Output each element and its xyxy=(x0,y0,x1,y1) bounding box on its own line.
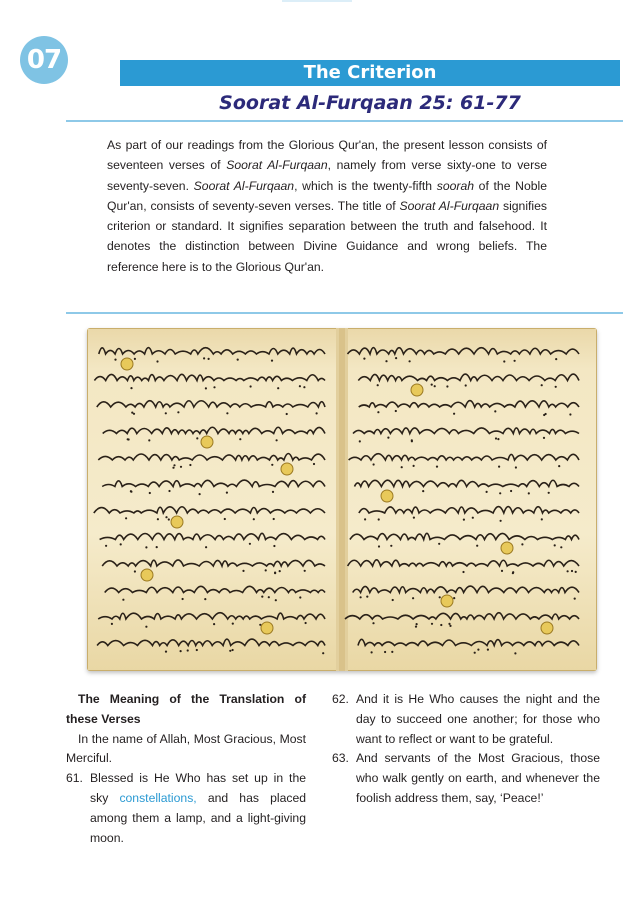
arabic-script-line xyxy=(102,560,325,566)
arabic-script-line xyxy=(355,480,580,486)
diacritic-dot xyxy=(555,386,557,388)
verse-end-marker xyxy=(171,516,183,528)
verse-text-part: and has placed among them a lamp, and a light-giving moon. xyxy=(90,790,307,845)
diacritic-dot xyxy=(503,360,505,362)
diacritic-dot xyxy=(431,384,433,386)
diacritic-dot xyxy=(438,543,440,545)
diacritic-dot xyxy=(111,623,113,625)
diacritic-dot xyxy=(359,440,361,442)
verse-text: And it is He Who causes the night and the day to succeed one another; for those who want to reflect or want to be grateful. xyxy=(356,692,600,746)
diacritic-dot xyxy=(494,410,496,412)
verse-61 xyxy=(66,769,306,848)
diacritic-dot xyxy=(286,413,288,415)
intro-emphasis: Soorat Al-Furqaan xyxy=(399,198,500,213)
diacritic-dot xyxy=(411,439,413,441)
diacritic-dot xyxy=(569,413,571,415)
diacritic-dot xyxy=(316,412,318,414)
verse-63 xyxy=(332,749,600,808)
diacritic-dot xyxy=(239,438,241,440)
diacritic-dot xyxy=(242,570,244,572)
top-mark xyxy=(282,0,352,2)
diacritic-dot xyxy=(105,545,107,547)
arabic-script-line xyxy=(94,374,325,380)
diacritic-dot xyxy=(180,466,182,468)
arabic-script-line xyxy=(98,613,325,619)
diacritic-dot xyxy=(413,517,415,519)
diacritic-dot xyxy=(401,466,403,468)
diacritic-dot xyxy=(165,412,167,414)
divider-middle xyxy=(66,312,623,314)
diacritic-dot xyxy=(275,599,277,601)
diacritic-dot xyxy=(514,652,516,654)
diacritic-dot xyxy=(377,411,379,413)
diacritic-dot xyxy=(541,518,543,520)
diacritic-dot xyxy=(472,517,474,519)
diacritic-dot xyxy=(130,387,132,389)
diacritic-dot xyxy=(249,543,251,545)
arabic-script-line xyxy=(97,639,325,645)
highlighted-term: constellations, xyxy=(119,790,197,805)
verse-end-marker xyxy=(261,622,273,634)
arabic-script-line xyxy=(99,348,325,354)
diacritic-dot xyxy=(313,463,315,465)
diacritic-dot xyxy=(463,519,465,521)
diacritic-dot xyxy=(453,597,455,599)
quran-script-illustration xyxy=(87,328,597,671)
arabic-script-line xyxy=(105,586,325,592)
verse-end-marker xyxy=(381,490,393,502)
diacritic-dot xyxy=(205,546,207,548)
diacritic-dot xyxy=(165,516,167,518)
diacritic-dot xyxy=(512,572,514,574)
diacritic-dot xyxy=(131,412,133,414)
diacritic-dot xyxy=(177,411,179,413)
arabic-script-line xyxy=(94,507,325,513)
diacritic-dot xyxy=(413,465,415,467)
arabic-script-line xyxy=(359,507,579,513)
verse-end-marker xyxy=(501,542,513,554)
diacritic-dot xyxy=(204,598,206,600)
diacritic-dot xyxy=(555,358,557,360)
verse-text: And servants of the Most Gracious, those who walk gently on earth, and whenever the foolish address them, say, ‘Peace!’ xyxy=(356,751,600,805)
diacritic-dot xyxy=(250,385,252,387)
verse-end-marker xyxy=(121,358,133,370)
diacritic-dot xyxy=(363,358,365,360)
diacritic-dot xyxy=(501,570,503,572)
diacritic-dot xyxy=(114,359,116,361)
diacritic-dot xyxy=(165,651,167,653)
diacritic-dot xyxy=(305,622,307,624)
diacritic-dot xyxy=(271,464,273,466)
diacritic-dot xyxy=(299,596,301,598)
diacritic-dot xyxy=(213,623,215,625)
diacritic-dot xyxy=(575,571,577,573)
diacritic-dot xyxy=(567,570,569,572)
diacritic-dot xyxy=(261,596,263,598)
diacritic-dot xyxy=(127,438,129,440)
diacritic-dot xyxy=(168,490,170,492)
diacritic-dot xyxy=(377,384,379,386)
diacritic-dot xyxy=(497,438,499,440)
diacritic-dot xyxy=(387,437,389,439)
diacritic-dot xyxy=(385,360,387,362)
arabic-script-line xyxy=(350,533,579,539)
diacritic-dot xyxy=(273,518,275,520)
diacritic-dot xyxy=(498,466,500,468)
diacritic-dot xyxy=(189,464,191,466)
diacritic-dot xyxy=(395,410,397,412)
diacritic-dot xyxy=(120,543,122,545)
diacritic-dot xyxy=(226,412,228,414)
intro-text: signifies criterion or standard. It signifies separation between the truth and falsehood. It denotes the distinction between Divine Guidance and wrong beliefs. The reference here is to the Glorious Qur'an. xyxy=(107,198,548,274)
diacritic-dot xyxy=(196,437,198,439)
intro-text: As part of our readings from the Glorious Qur'an, the present lesson consists of seventeen verses of xyxy=(107,138,547,173)
diacritic-dot xyxy=(253,518,255,520)
arabic-script-line xyxy=(349,454,579,460)
diacritic-dot xyxy=(373,463,375,465)
diacritic-dot xyxy=(226,492,228,494)
diacritic-dot xyxy=(541,384,543,386)
diacritic-dot xyxy=(213,386,215,388)
diacritic-dot xyxy=(148,439,150,441)
diacritic-dot xyxy=(545,413,547,415)
diacritic-dot xyxy=(224,518,226,520)
translation-left-column xyxy=(66,690,306,848)
translation-right-column xyxy=(332,690,600,809)
diacritic-dot xyxy=(366,596,368,598)
diacritic-dot xyxy=(558,465,560,467)
diacritic-dot xyxy=(487,649,489,651)
diacritic-dot xyxy=(510,490,512,492)
diacritic-dot xyxy=(272,491,274,493)
verse-end-marker xyxy=(201,436,213,448)
verse-number: 62. xyxy=(332,692,349,706)
verse-text xyxy=(90,769,306,848)
diacritic-dot xyxy=(499,492,501,494)
diacritic-dot xyxy=(232,623,234,625)
verse-text-part: Blessed is He Who has set up in the sky xyxy=(90,771,306,805)
diacritic-dot xyxy=(500,520,502,522)
diacritic-dot xyxy=(446,385,448,387)
diacritic-dot xyxy=(434,385,436,387)
diacritic-dot xyxy=(203,357,205,359)
diacritic-dot xyxy=(412,597,414,599)
verse-number: 63. xyxy=(332,751,349,766)
verse-end-marker xyxy=(141,569,153,581)
diacritic-dot xyxy=(156,546,158,548)
arabic-script-line xyxy=(348,348,580,354)
diacritic-dot xyxy=(431,623,433,625)
diacritic-dot xyxy=(180,650,182,652)
intro-emphasis: Soorat Al-Furqaan xyxy=(226,158,328,173)
diacritic-dot xyxy=(364,518,366,520)
diacritic-dot xyxy=(130,490,132,492)
diacritic-dot xyxy=(199,493,201,495)
diacritic-dot xyxy=(378,545,380,547)
diacritic-dot xyxy=(173,464,175,466)
diacritic-dot xyxy=(543,437,545,439)
diacritic-dot xyxy=(521,543,523,545)
arabic-script-line xyxy=(348,560,579,566)
diacritic-dot xyxy=(515,466,517,468)
diacritic-dot xyxy=(477,649,479,651)
diacritic-dot xyxy=(390,545,392,547)
diacritic-dot xyxy=(554,544,556,546)
intro-text: , which is the twenty-fifth xyxy=(294,178,437,193)
diacritic-dot xyxy=(125,517,127,519)
diacritic-dot xyxy=(277,387,279,389)
title-bar xyxy=(120,60,620,86)
lesson-subtitle: Soorat Al-Furqaan 25: 61-77 xyxy=(219,92,521,114)
diacritic-dot xyxy=(571,570,573,572)
arabic-script-line xyxy=(100,533,325,539)
lesson-title: The Criterion xyxy=(303,62,437,83)
diacritic-dot xyxy=(392,599,394,601)
diacritic-dot xyxy=(391,651,393,653)
diacritic-dot xyxy=(229,650,231,652)
verse-end-marker xyxy=(411,384,423,396)
arabic-script-line xyxy=(345,613,579,619)
diacritic-dot xyxy=(268,596,270,598)
divider-top xyxy=(66,120,623,122)
arabic-script-line xyxy=(97,401,325,407)
diacritic-dot xyxy=(322,652,324,654)
diacritic-dot xyxy=(156,360,158,362)
diacritic-dot xyxy=(440,624,442,626)
intro-paragraph xyxy=(107,135,547,277)
diacritic-dot xyxy=(372,622,374,624)
translation-heading: The Meaning of the Translation of these Verses xyxy=(66,692,306,726)
intro-text: of the Noble Qur'an, consists of seventy-seven verses. The title of xyxy=(107,178,547,213)
diacritic-dot xyxy=(474,652,476,654)
diacritic-dot xyxy=(145,546,147,548)
intro-text: , namely from verse sixty-one to verse seventy-seven. xyxy=(107,158,548,193)
lesson-number-badge: 07 xyxy=(20,36,68,84)
diacritic-dot xyxy=(168,518,170,520)
diacritic-dot xyxy=(514,360,516,362)
diacritic-dot xyxy=(448,623,450,625)
diacritic-dot xyxy=(409,360,411,362)
diacritic-dot xyxy=(172,467,174,469)
verse-end-marker xyxy=(541,622,553,634)
intro-emphasis: Soorat Al-Furqaan xyxy=(193,178,295,193)
diacritic-dot xyxy=(273,545,275,547)
diacritic-dot xyxy=(453,413,455,415)
intro-emphasis: soorah xyxy=(436,178,474,193)
diacritic-dot xyxy=(495,437,497,439)
diacritic-dot xyxy=(304,570,306,572)
diacritic-dot xyxy=(134,570,136,572)
diacritic-dot xyxy=(205,387,207,389)
diacritic-dot xyxy=(378,518,380,520)
diacritic-dot xyxy=(574,598,576,600)
diacritic-dot xyxy=(279,570,281,572)
diacritic-dot xyxy=(149,492,151,494)
arabic-script-line xyxy=(102,480,325,486)
diacritic-dot xyxy=(187,649,189,651)
diacritic-dot xyxy=(208,358,210,360)
diacritic-dot xyxy=(274,572,276,574)
diacritic-dot xyxy=(416,623,418,625)
diacritic-dot xyxy=(422,490,424,492)
diacritic-dot xyxy=(134,358,136,360)
diacritic-dot xyxy=(371,651,373,653)
arabic-script-line xyxy=(98,454,325,461)
diacritic-dot xyxy=(157,518,159,520)
diacritic-dot xyxy=(122,599,124,601)
verse-end-marker xyxy=(441,595,453,607)
diacritic-dot xyxy=(528,492,530,494)
verse-62 xyxy=(332,690,600,749)
quran-page-image xyxy=(87,328,597,671)
diacritic-dot xyxy=(299,385,301,387)
arabic-script-line xyxy=(359,401,579,407)
diacritic-dot xyxy=(548,492,550,494)
diacritic-dot xyxy=(465,384,467,386)
diacritic-dot xyxy=(560,546,562,548)
diacritic-dot xyxy=(182,598,184,600)
diacritic-dot xyxy=(415,626,417,628)
verse-number: 61. xyxy=(66,771,83,786)
diacritic-dot xyxy=(232,649,234,651)
diacritic-dot xyxy=(439,596,441,598)
diacritic-dot xyxy=(196,649,198,651)
arabic-script-line xyxy=(353,586,579,592)
arabic-script-line xyxy=(358,639,579,645)
diacritic-dot xyxy=(303,386,305,388)
diacritic-dot xyxy=(145,626,147,628)
arabic-script-line xyxy=(103,427,325,433)
diacritic-dot xyxy=(449,625,451,627)
diacritic-dot xyxy=(237,359,239,361)
arabic-script-line xyxy=(353,428,579,434)
diacritic-dot xyxy=(265,569,267,571)
diacritic-dot xyxy=(360,596,362,598)
diacritic-dot xyxy=(395,357,397,359)
diacritic-dot xyxy=(486,491,488,493)
bismillah-translation: In the name of Allah, Most Gracious, Most Merciful. xyxy=(66,731,306,766)
verse-end-marker xyxy=(281,463,293,475)
diacritic-dot xyxy=(384,651,386,653)
diacritic-dot xyxy=(271,360,273,362)
diacritic-dot xyxy=(476,545,478,547)
diacritic-dot xyxy=(436,466,438,468)
diacritic-dot xyxy=(462,571,464,573)
diacritic-dot xyxy=(276,439,278,441)
arabic-script-line xyxy=(358,374,579,380)
